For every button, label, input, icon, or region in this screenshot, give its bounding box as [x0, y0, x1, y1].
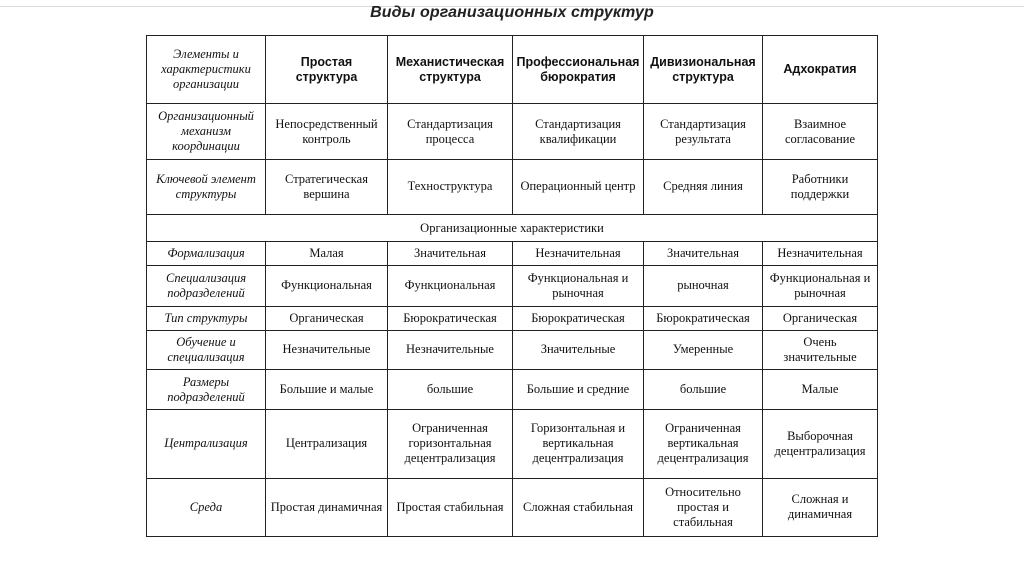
- table-cell: Значительные: [513, 330, 644, 369]
- table-row: [147, 266, 878, 306]
- row-label: Специализация подразделений: [147, 266, 266, 306]
- row-label: Централизация: [147, 410, 266, 478]
- table-row: [147, 104, 878, 159]
- table-cell: Стандартизация процесса: [388, 104, 513, 159]
- table-cell: Простая стабильная: [388, 478, 513, 536]
- row-label: Ключевой элемент структуры: [147, 159, 266, 214]
- table-cell: Стандартизация результата: [644, 104, 763, 159]
- column-header: Механистическая структура: [388, 36, 513, 104]
- page-title: Виды организационных структур: [370, 4, 654, 21]
- table-row: [147, 478, 878, 536]
- table-row: [147, 242, 878, 266]
- table-row: [147, 410, 878, 478]
- table-cell: Стратегическая вершина: [266, 159, 388, 214]
- table-cell: Горизонтальная и вертикальная децентрализация: [513, 410, 644, 478]
- table-cell: Функциональная: [266, 266, 388, 306]
- table-cell: Незначительная: [763, 242, 878, 266]
- table-cell: Функциональная и рыночная: [513, 266, 644, 306]
- column-header: Дивизиональная структура: [644, 36, 763, 104]
- table-cell: Бюрократическая: [388, 306, 513, 330]
- table-cell: Органическая: [763, 306, 878, 330]
- table-cell: Незначительные: [266, 330, 388, 369]
- row-label: Размеры подразделений: [147, 369, 266, 409]
- table-cell: Средняя линия: [644, 159, 763, 214]
- table-cell: Взаимное согласование: [763, 104, 878, 159]
- row-label: Обучение и специализация: [147, 330, 266, 369]
- table-cell: Функциональная и рыночная: [763, 266, 878, 306]
- table-cell: Ограниченная вертикальная децентрализация: [644, 410, 763, 478]
- table-cell: Функциональная: [388, 266, 513, 306]
- table-cell: Бюрократическая: [513, 306, 644, 330]
- table-cell: Ограниченная горизонтальная децентрализация: [388, 410, 513, 478]
- table-cell: большие: [388, 369, 513, 409]
- section-header: Организационные характеристики: [147, 215, 878, 242]
- table-row: [147, 369, 878, 409]
- table-cell: Непосредственный контроль: [266, 104, 388, 159]
- row-label: Формализация: [147, 242, 266, 266]
- table-cell: Органическая: [266, 306, 388, 330]
- table-row: [147, 306, 878, 330]
- table-cell: Сложная и динамичная: [763, 478, 878, 536]
- table-row: [147, 159, 878, 214]
- org-structures-table: [146, 35, 878, 537]
- row-label: Тип структуры: [147, 306, 266, 330]
- table-cell: Умеренные: [644, 330, 763, 369]
- section-row: [147, 215, 878, 242]
- table-cell: Стандартизация квалификации: [513, 104, 644, 159]
- table-cell: Операционный центр: [513, 159, 644, 214]
- table-header-row: [147, 36, 878, 104]
- table-cell: Малые: [763, 369, 878, 409]
- table-cell: Незначительные: [388, 330, 513, 369]
- table-cell: Выборочная децентрализация: [763, 410, 878, 478]
- table-cell: Сложная стабильная: [513, 478, 644, 536]
- row-label: Среда: [147, 478, 266, 536]
- table-cell: большие: [644, 369, 763, 409]
- table-cell: Бюрократическая: [644, 306, 763, 330]
- table-cell: рыночная: [644, 266, 763, 306]
- table-cell: Централизация: [266, 410, 388, 478]
- table-cell: Значительная: [644, 242, 763, 266]
- table-cell: Большие и малые: [266, 369, 388, 409]
- column-header: Простая структура: [266, 36, 388, 104]
- table-cell: Очень значительные: [763, 330, 878, 369]
- corner-header: Элементы и характеристики организации: [147, 36, 266, 104]
- table-cell: Относительно простая и стабильная: [644, 478, 763, 536]
- column-header: Профессиональная бюрократия: [513, 36, 644, 104]
- table-row: [147, 330, 878, 369]
- column-header: Адхократия: [763, 36, 878, 104]
- row-label: Организационный механизм координации: [147, 104, 266, 159]
- table-cell: Работники поддержки: [763, 159, 878, 214]
- table-cell: Техноструктура: [388, 159, 513, 214]
- table-cell: Малая: [266, 242, 388, 266]
- table-cell: Простая динамичная: [266, 478, 388, 536]
- table-cell: Большие и средние: [513, 369, 644, 409]
- table-cell: Незначительная: [513, 242, 644, 266]
- table-cell: Значительная: [388, 242, 513, 266]
